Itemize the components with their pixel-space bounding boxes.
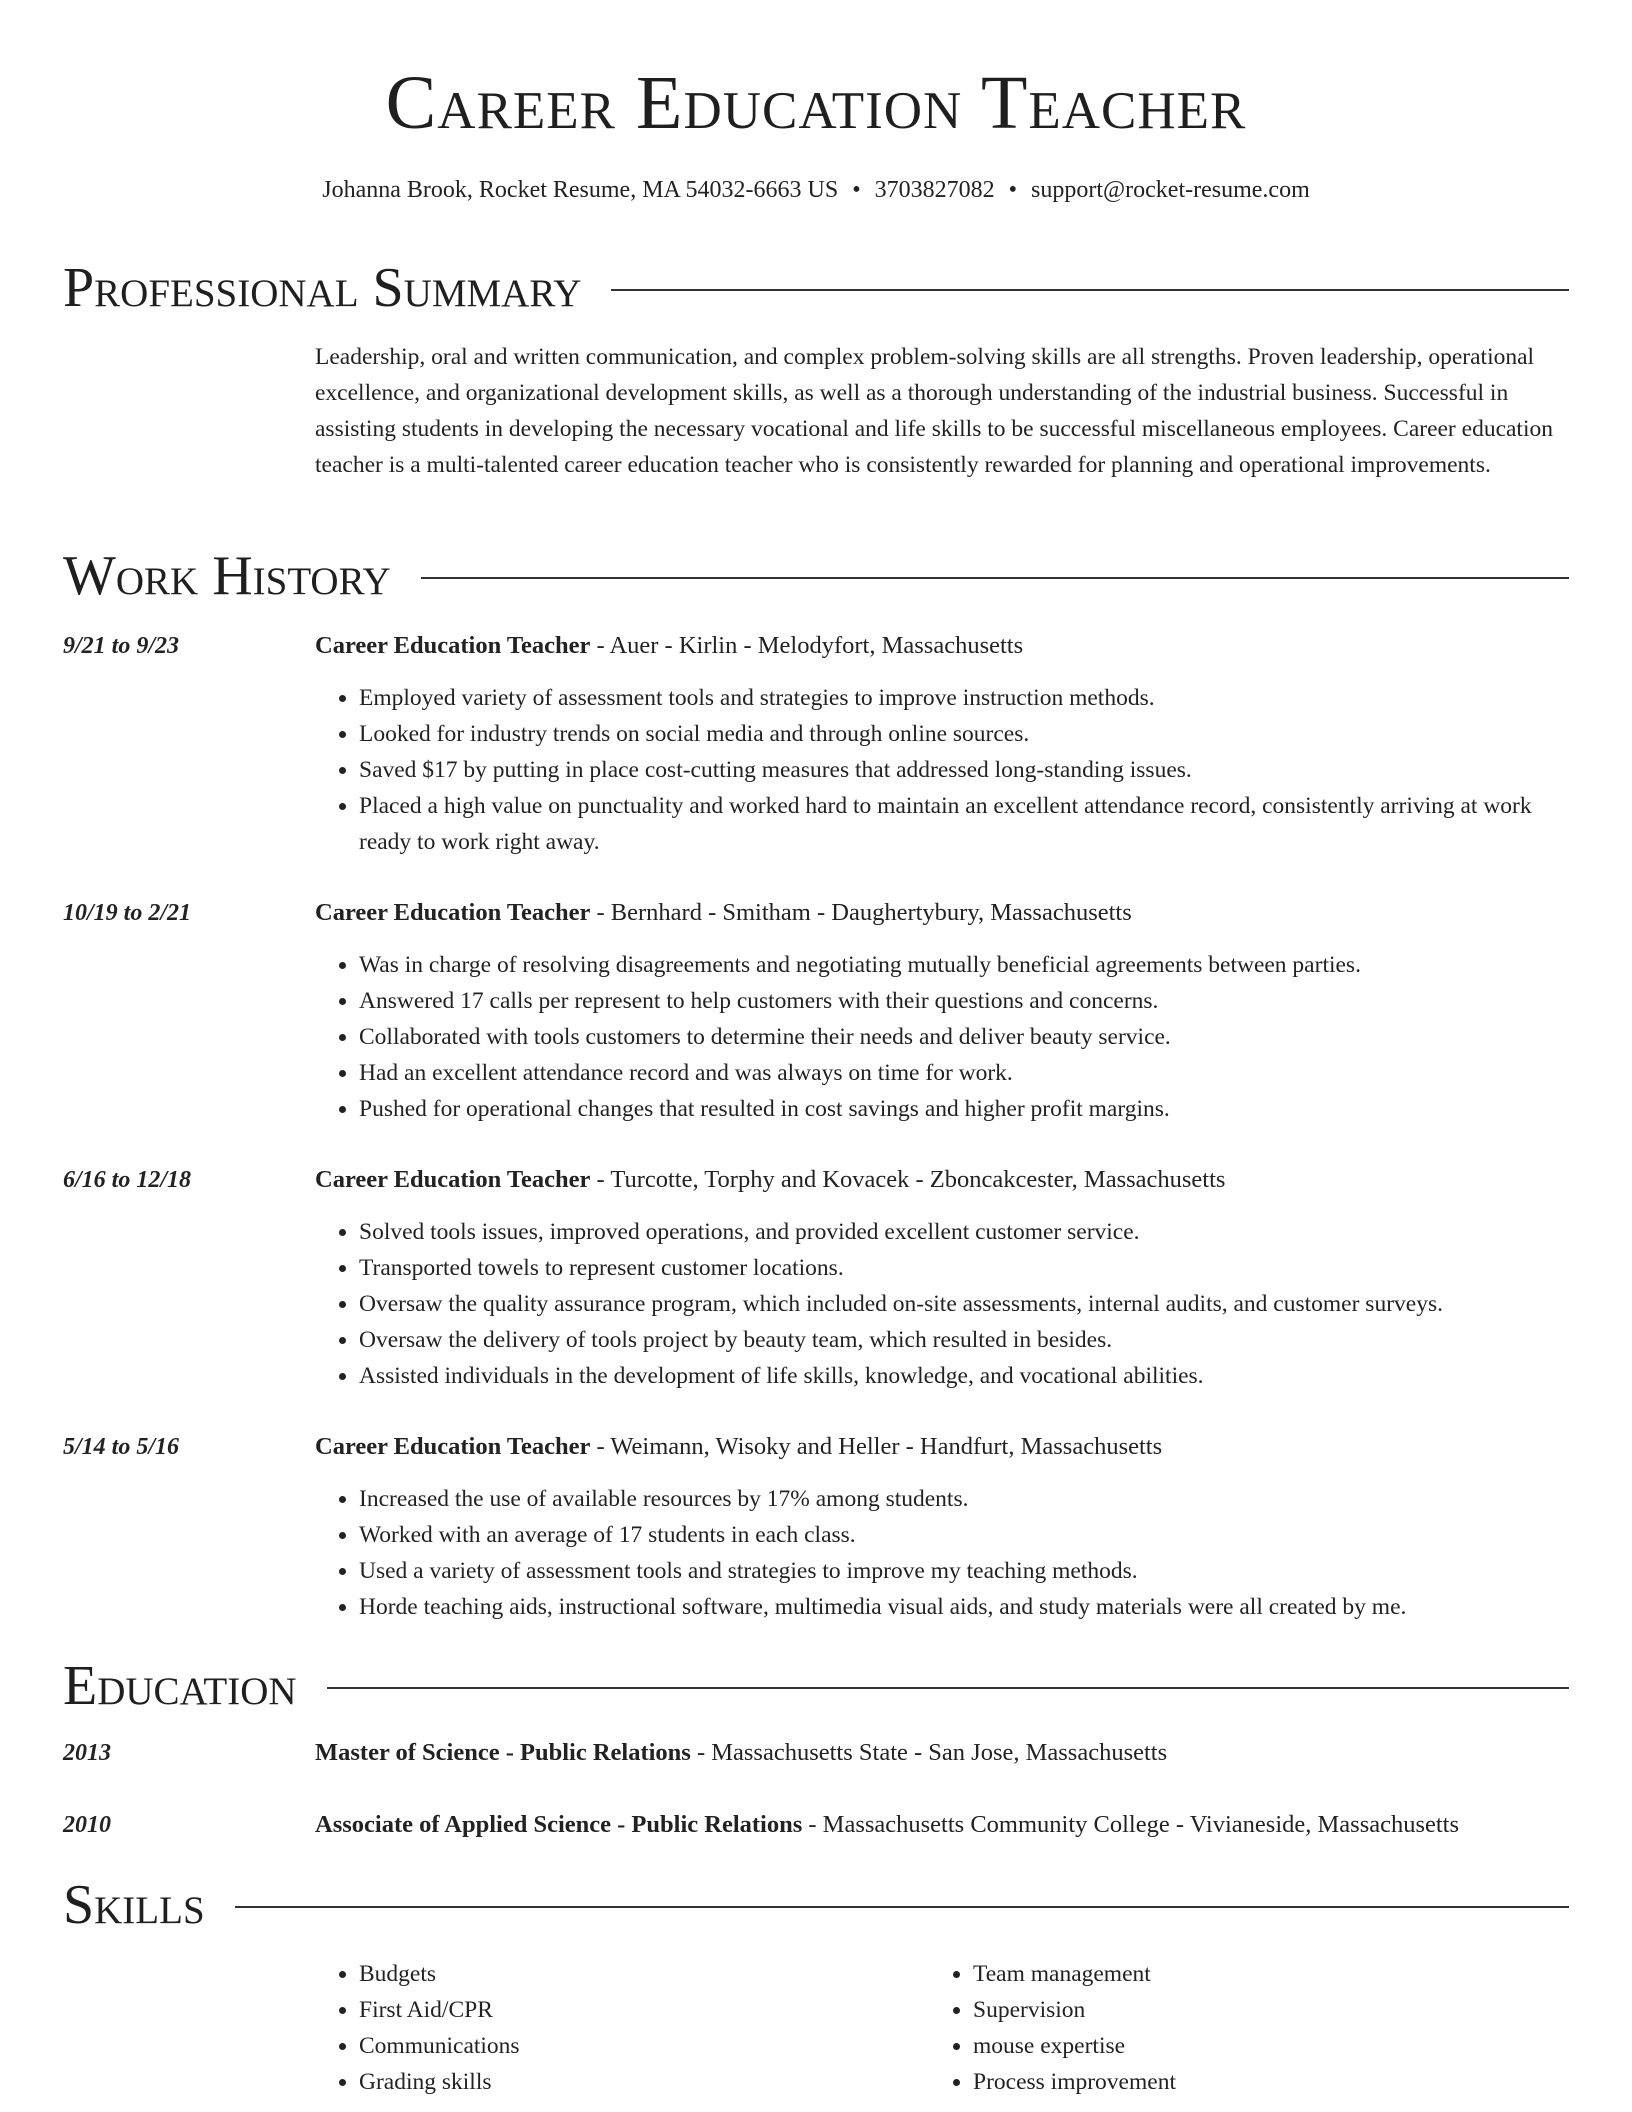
job-bullets [315,1481,1575,1625]
contact-separator: • [852,177,861,203]
section-divider [327,1687,1569,1689]
job-bullet: • Assisted individuals in the development of life skills, knowledge, and vocational abilities. [359,1358,1575,1394]
section-title: Professional Summary [63,257,582,319]
job-bullet: • Saved $17 by putting in place cost-cutting measures that addressed long-standing issues. [359,752,1575,788]
contact-email: support@rocket-resume.com [1031,177,1310,203]
resume-title: Career Education Teacher [385,61,1247,145]
skill-item: • Process improvement [973,2064,1533,2100]
education-degree: Master of Science - Public Relations [315,1739,691,1766]
job-bullet: • Increased the use of available resources by 17% among students. [359,1481,1575,1517]
job-bullet: • Answered 17 calls per represent to help customers with their questions and concerns. [359,983,1575,1019]
skill-item: • Budgets [359,1956,919,1992]
job-heading [315,1163,1585,1197]
job-bullet: • Oversaw the quality assurance program, which included on-site assessments, internal audits, and customer surveys. [359,1286,1575,1322]
education-entry [315,1736,1585,1770]
job-bullets [315,680,1575,860]
job-bullets [315,947,1575,1127]
section-divider [421,577,1569,579]
job-employer: - Auer - Kirlin - Melodyfort, Massachusetts [590,632,1024,659]
job-title: Career Education Teacher [315,1433,591,1460]
section-divider [235,1906,1569,1908]
skills-list-left [315,1956,919,2100]
job-employer: - Weimann, Wisoky and Heller - Handfurt, Massachusetts [590,1433,1163,1460]
summary-text: Leadership, oral and written communication, and complex problem-solving skills are all strengths. Proven leadership, operational excellence, and organizational development skills, as well as a thorough understanding of the industrial business. Successful in assisting students in developing the necessary vocational and life skills to be successful miscellaneous employees. Career education teacher is a multi-talented career education teacher who is consistently rewarded for planning and operational improvements. [315,344,1553,478]
section-heading-education [63,1656,1569,1716]
education-school: - Massachusetts Community College - Vivianeside, Massachusetts [802,1811,1460,1838]
contact-line [0,174,1632,206]
job-bullet: • Pushed for operational changes that resulted in cost savings and higher profit margins. [359,1091,1575,1127]
skill-item: • Communications [359,2028,919,2064]
section-title: Work History [63,545,391,607]
job-title: Career Education Teacher [315,1166,591,1193]
section-divider [611,289,1569,291]
education-year: 2013 [63,1740,111,1766]
education-entry [315,1808,1585,1842]
skill-item: • Grading skills [359,2064,919,2100]
section-heading-work-history [63,546,1569,606]
job-employer: - Bernhard - Smitham - Daughertybury, Massachusetts [590,899,1132,926]
job-heading [315,629,1585,663]
job-bullet: • Horde teaching aids, instructional software, multimedia visual aids, and study materials were all created by me. [359,1589,1575,1625]
contact-address: Johanna Brook, Rocket Resume, MA 54032-6663 US [322,177,839,203]
job-bullet: • Transported towels to represent customer locations. [359,1250,1575,1286]
education-year: 2010 [63,1812,111,1838]
job-heading [315,896,1585,930]
job-bullets [315,1214,1575,1394]
job-title: Career Education Teacher [315,899,591,926]
job-bullet: • Employed variety of assessment tools and strategies to improve instruction methods. [359,680,1575,716]
job-bullet: • Used a variety of assessment tools and strategies to improve my teaching methods. [359,1553,1575,1589]
section-heading-summary [63,258,1569,318]
skill-item: • First Aid/CPR [359,1992,919,2028]
job-bullet: • Worked with an average of 17 students in each class. [359,1517,1575,1553]
skill-item: • Team management [973,1956,1533,1992]
job-bullet: • Placed a high value on punctuality and worked hard to maintain an excellent attendance record, consistently arriving at work ready to work right away. [359,788,1575,860]
skill-item: • mouse expertise [973,2028,1533,2064]
job-title: Career Education Teacher [315,632,591,659]
education-school: - Massachusetts State - San Jose, Massachusetts [690,1739,1168,1766]
job-dates: 5/14 to 5/16 [63,1434,180,1460]
skill-item: • Supervision [973,1992,1533,2028]
contact-phone: 3703827082 [874,177,995,203]
skills-list-right [929,1956,1533,2100]
job-dates: 6/16 to 12/18 [63,1167,192,1193]
job-bullet: • Oversaw the delivery of tools project by beauty team, which resulted in besides. [359,1322,1575,1358]
job-bullet: • Solved tools issues, improved operations, and provided excellent customer service. [359,1214,1575,1250]
section-title: Skills [63,1874,205,1936]
job-dates: 9/21 to 9/23 [63,633,180,659]
job-heading [315,1430,1585,1464]
section-heading-skills [63,1875,1569,1935]
section-title: Education [63,1655,297,1717]
contact-separator: • [1008,177,1018,203]
job-bullet: • Looked for industry trends on social media and through online sources. [359,716,1575,752]
job-bullet: • Was in charge of resolving disagreements and negotiating mutually beneficial agreements between parties. [359,947,1575,983]
job-dates: 10/19 to 2/21 [63,900,192,926]
job-bullet: • Collaborated with tools customers to determine their needs and deliver beauty service. [359,1019,1575,1055]
education-degree: Associate of Applied Science - Public Relations [315,1811,803,1838]
job-employer: - Turcotte, Torphy and Kovacek - Zboncakcester, Massachusetts [590,1166,1226,1193]
job-bullet: • Had an excellent attendance record and was always on time for work. [359,1055,1575,1091]
